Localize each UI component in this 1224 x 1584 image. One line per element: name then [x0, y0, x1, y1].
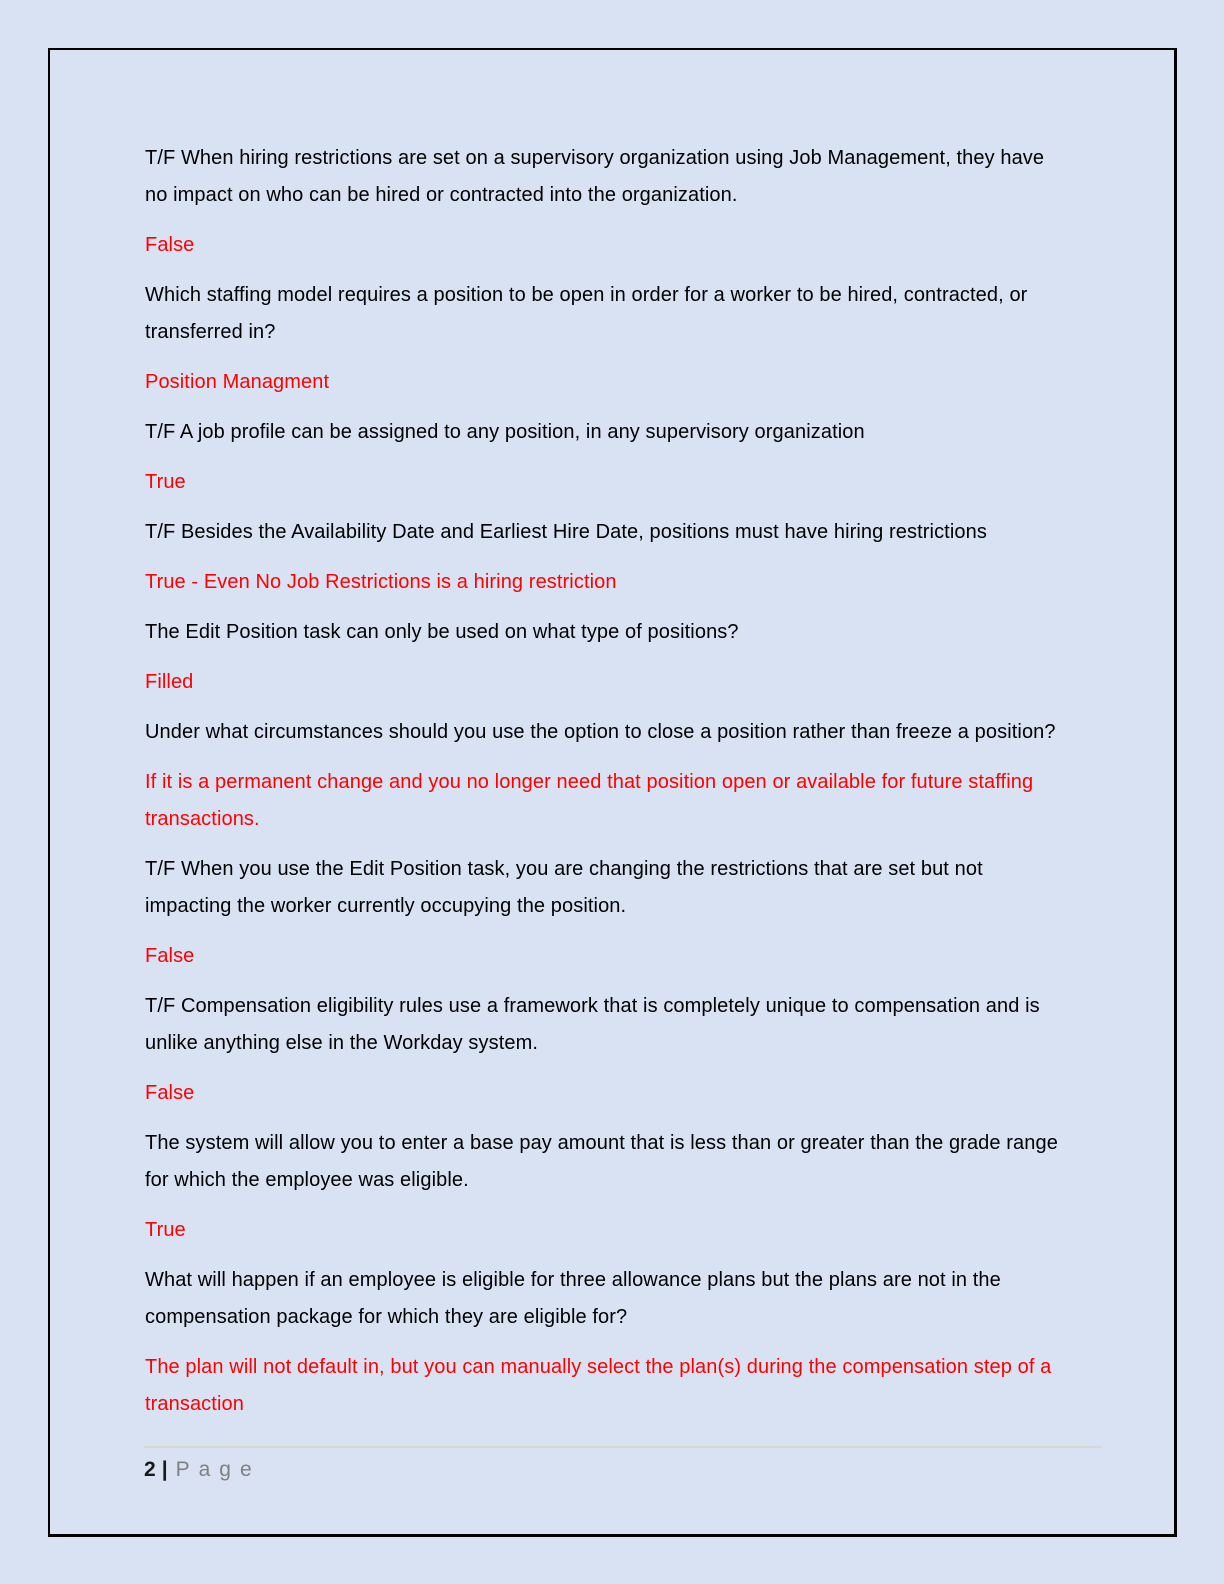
footer-text — [144, 1458, 1102, 1482]
answer-text: False — [145, 1082, 195, 1104]
page-footer — [144, 1446, 1102, 1482]
answer-text: Position Managment — [145, 371, 330, 393]
question-text: T/F When hiring restrictions are set on a supervisory organization using Job Management, they have no impact on who can be hired or contracted into the organization. — [145, 147, 1045, 206]
question-text: What will happen if an employee is eligible for three allowance plans but the plans are not in the compensation package for which they are eligible for? — [145, 1269, 1001, 1328]
answer-text: False — [145, 234, 195, 256]
answer-text: Filled — [145, 671, 194, 693]
question-text: T/F A job profile can be assigned to any position, in any supervisory organization — [145, 421, 865, 443]
document-body — [145, 140, 1064, 1436]
answer-text: If it is a permanent change and you no longer need that position open or available for future staffing transactions. — [145, 771, 1034, 830]
answer-text: False — [145, 945, 195, 967]
answer-text: True — [145, 471, 186, 493]
question-text: T/F Besides the Availability Date and Earliest Hire Date, positions must have hiring restrictions — [145, 521, 987, 543]
answer-text: The plan will not default in, but you can manually select the plan(s) during the compensation step of a transaction — [145, 1356, 1052, 1415]
footer-page-label: Page — [175, 1458, 261, 1481]
question-text: The system will allow you to enter a base pay amount that is less than or greater than the grade range for which the employee was eligible. — [145, 1132, 1058, 1191]
question-text: Which staffing model requires a position to be open in order for a worker to be hired, contracted, or transferred in? — [145, 284, 1028, 343]
question-text: T/F When you use the Edit Position task, you are changing the restrictions that are set but not impacting the worker currently occupying the position. — [145, 858, 983, 917]
question-text: The Edit Position task can only be used on what type of positions? — [145, 621, 739, 643]
footer-separator: | — [161, 1458, 168, 1481]
answer-text: True - Even No Job Restrictions is a hiring restriction — [145, 571, 617, 593]
question-text: Under what circumstances should you use the option to close a position rather than freeze a position? — [145, 721, 1056, 743]
answer-text: True — [145, 1219, 186, 1241]
question-text: T/F Compensation eligibility rules use a framework that is completely unique to compensation and is unlike anything else in the Workday system. — [145, 995, 1040, 1054]
page-number: 2 — [144, 1458, 156, 1481]
document-page — [48, 48, 1177, 1537]
footer-divider — [144, 1446, 1102, 1448]
